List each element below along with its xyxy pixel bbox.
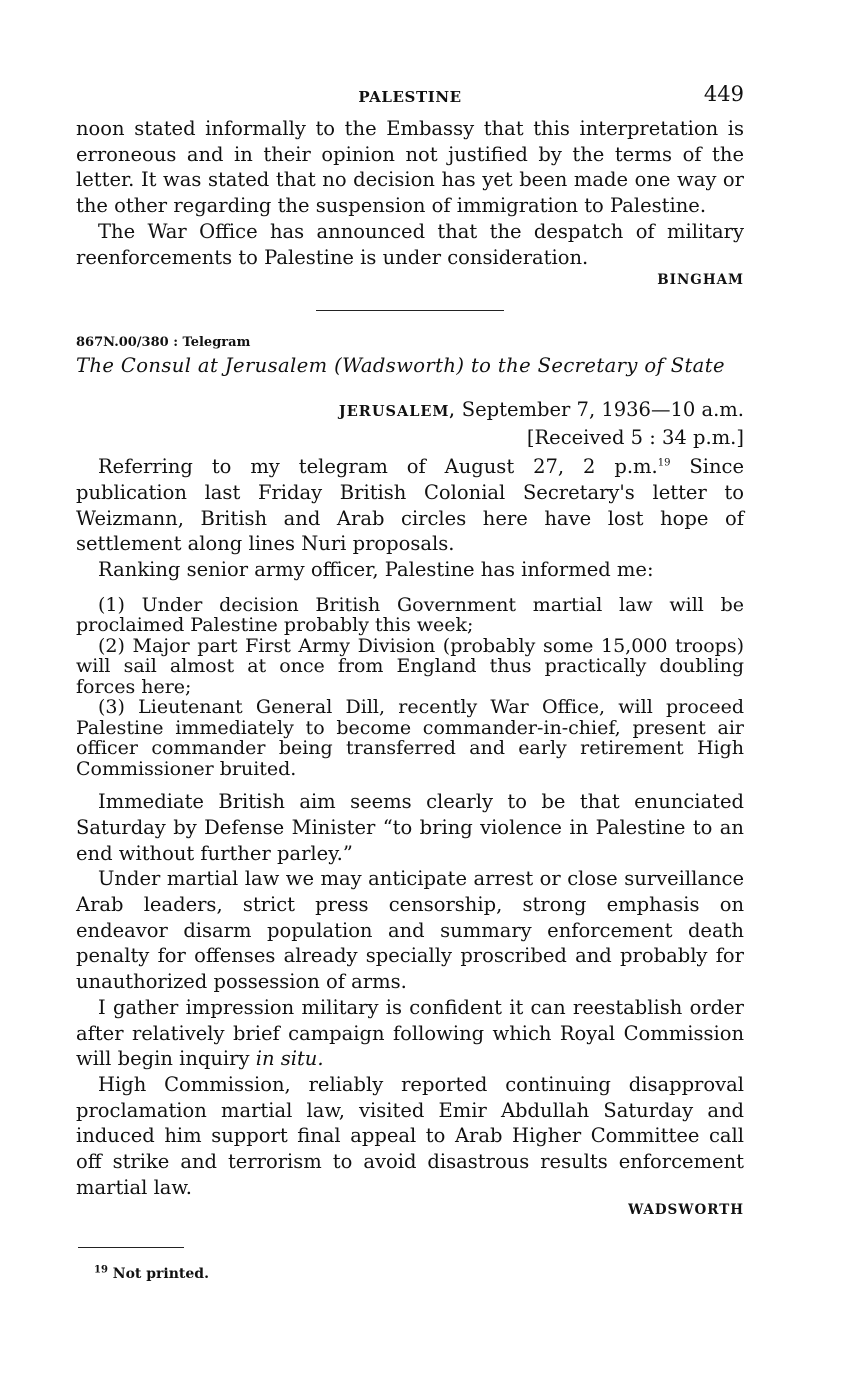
numbered-list xyxy=(76,595,744,780)
body-paragraph xyxy=(76,454,744,557)
page-header xyxy=(76,82,744,116)
telegram-body xyxy=(76,454,744,1218)
footnote-text: Not printed. xyxy=(107,1266,209,1282)
dateline-place: JERUSALEM, xyxy=(338,403,456,421)
list-item: (3) Lieutenant General Dill, recently War Office, will proceed Palestine immediately to become commander-in-chief, present air officer commander being transferred and early retirement High Commissioner bruited. xyxy=(76,696,744,780)
running-head: PALESTINE xyxy=(358,88,462,106)
footnote-divider xyxy=(78,1247,184,1248)
body-text: Since publication last Friday British Colonial Secretary's letter to Weizmann, British and Arab circles here have lost hope of settlement along lines Nuri proposals. xyxy=(76,455,744,556)
document-page xyxy=(76,82,744,1218)
footnote-marker: 19 xyxy=(657,457,671,469)
list-item: (1) Under decision British Government martial law will be proclaimed Palestine probably this week; xyxy=(76,593,744,637)
signature-bingham: BINGHAM xyxy=(657,272,744,289)
document-title: The Consul at Jerusalem (Wadsworth) to the Secretary of State xyxy=(76,354,725,378)
body-paragraph: Ranking senior army officer, Palestine has informed me: xyxy=(98,558,654,582)
body-paragraph: High Commission, reliably reported continuing disapproval proclamation martial law, visited Emir Abdullah Saturday and induced him support final appeal to Arab Higher Committee call off strike and terrorism to avoid disastrous results enforcement martial law. xyxy=(76,1072,744,1199)
dateline xyxy=(76,397,744,425)
footnote xyxy=(94,1266,209,1282)
body-text: Referring to my telegram of August 27, 2 p.m. xyxy=(98,455,658,479)
body-paragraph xyxy=(76,995,744,1072)
section-divider xyxy=(316,310,504,311)
body-paragraph: Immediate British aim seems clearly to be that enunciated Saturday by Defense Minister “to bring violence in Palestine to an end without further parley.” xyxy=(76,790,744,865)
body-paragraph: Under martial law we may anticipate arrest or close surveillance Arab leaders, strict press censorship, strong emphasis on endeavor disarm population and summary enforcement death penalty for offenses already specially proscribed and probably for unauthorized possession of arms. xyxy=(76,867,744,994)
received-time: [Received 5 : 34 p.m.] xyxy=(526,425,744,449)
body-text: I gather impression military is confident it can reestablish order after relatively brief campaign following which Royal Commission will begin inquiry xyxy=(76,995,744,1071)
signature-wadsworth: WADSWORTH xyxy=(628,1202,744,1219)
file-reference: 867N.00/380 : Telegram xyxy=(76,335,251,351)
page-number: 449 xyxy=(703,82,744,106)
continuation-paragraph: The War Office has announced that the despatch of military reenforcements to Palestine is under consideration. xyxy=(76,219,744,269)
italic-text: in situ. xyxy=(255,1047,324,1071)
dateline-date: September 7, 1936—10 a.m. xyxy=(455,398,744,422)
continuation-paragraph: noon stated informally to the Embassy that this interpretation is erroneous and in their opinion not justified by the terms of the letter. It was stated that no decision has yet been made one way or the other regarding the suspension of immigration to Palestine. xyxy=(76,117,744,218)
list-item: (2) Major part First Army Division (probably some 15,000 troops) will sail almost at once from England thus practically doubling forces here; xyxy=(76,634,744,698)
footnote-mark: 19 xyxy=(94,1264,108,1276)
